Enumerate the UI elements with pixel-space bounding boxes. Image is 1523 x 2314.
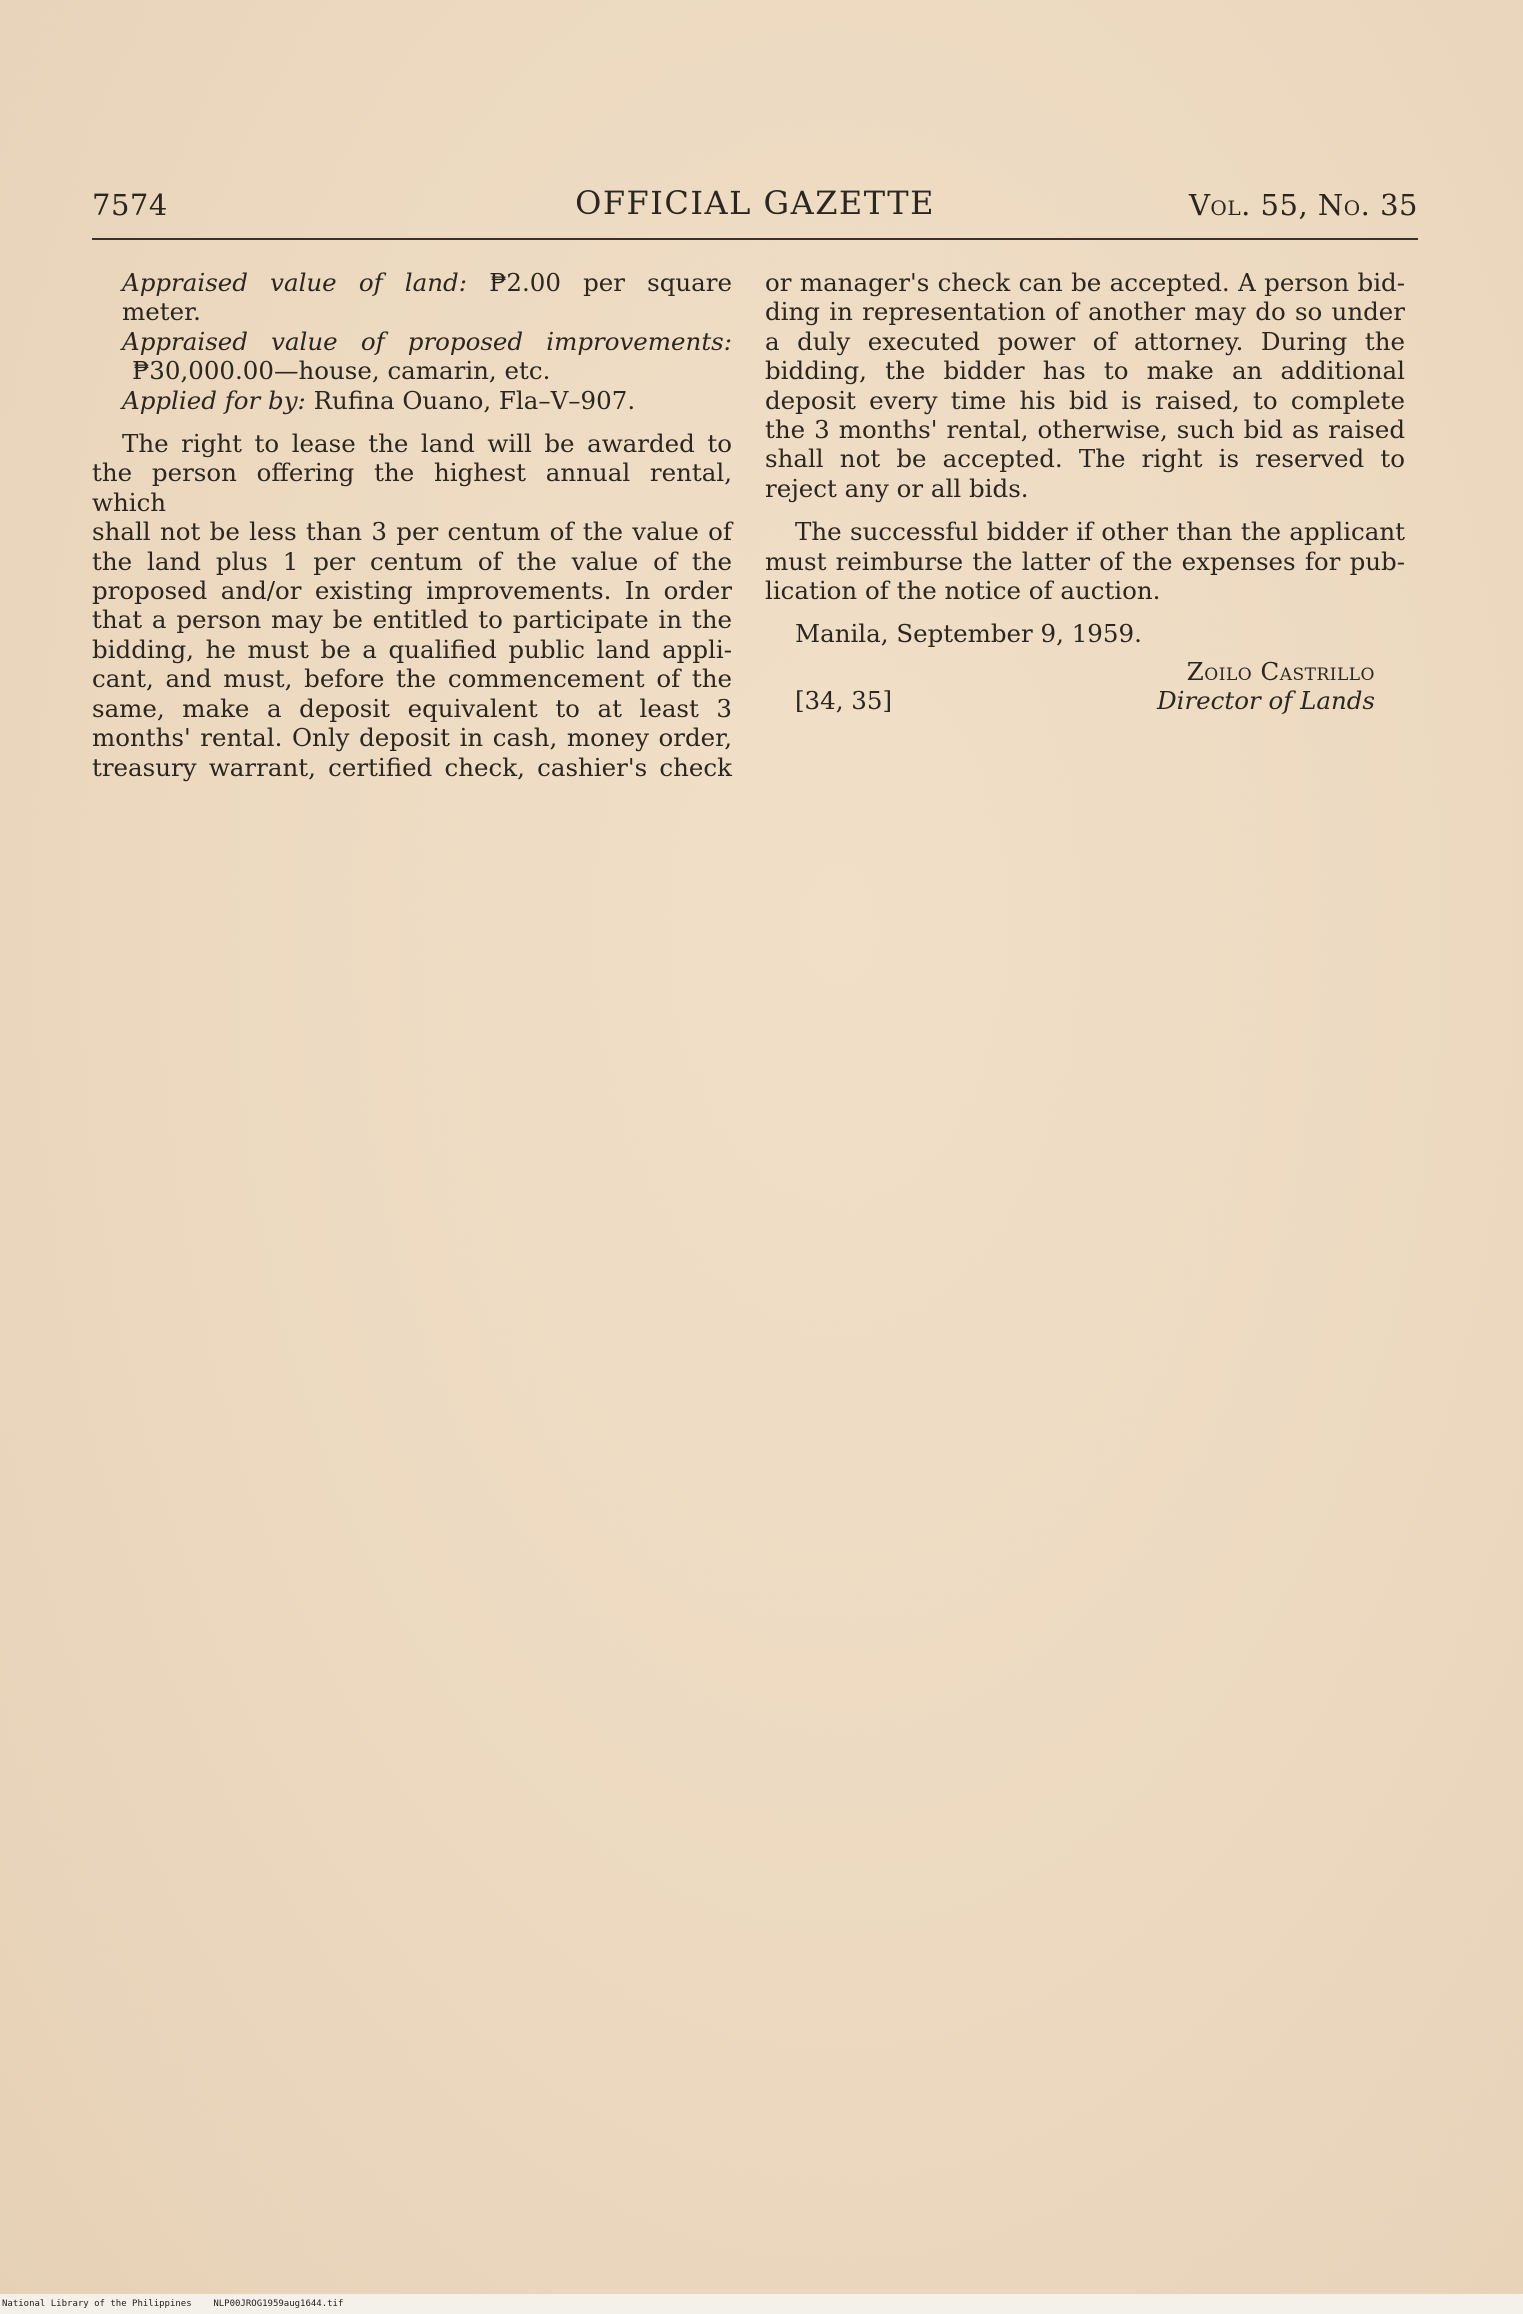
footer-library: National Library of the Philippines — [2, 2299, 192, 2309]
issue-references: [34, 35] — [795, 686, 893, 716]
text-line: months' rental. Only deposit in cash, money order, — [92, 723, 732, 753]
signatory-title: Director of Lands — [1156, 686, 1375, 716]
appraised-improvements-value: ₱30,000.00—house, camarin, etc. — [132, 356, 551, 386]
signatory-name: Zoilo Castrillo — [1186, 656, 1375, 686]
reimbursement-paragraph — [765, 517, 1405, 605]
bidding-paragraph-continued — [765, 268, 1405, 503]
text-line: bidding, he must be a qualified public land appli- — [92, 634, 732, 664]
appraised-land-value: ₱2.00 per square meter. — [122, 268, 732, 327]
appraised-improvements-label: Appraised value of proposed improvements: — [122, 326, 732, 356]
text-line: the person offering the highest annual rental, which — [92, 458, 732, 517]
text-line: treasury warrant, certified check, cashier's check — [92, 752, 732, 782]
applied-for-label: Applied for by: — [122, 385, 306, 415]
applied-for-line — [92, 386, 732, 415]
text-line: ding in representation of another may do so under — [765, 297, 1405, 327]
left-column — [92, 268, 732, 782]
signature-row — [765, 686, 1405, 716]
text-line: deposit every time his bid is raised, to complete — [765, 385, 1405, 415]
text-line: same, make a deposit equivalent to at least 3 — [92, 693, 732, 723]
scan-footer — [0, 2294, 1523, 2314]
appraised-land-line — [92, 268, 732, 327]
text-line: must reimburse the latter of the expenses for pub- — [765, 546, 1405, 576]
text-line: reject any or all bids. — [765, 473, 1029, 503]
text-line: proposed and/or existing improvements. In order — [92, 576, 732, 606]
text-line: the land plus 1 per centum of the value of the — [92, 546, 732, 576]
footer-file-id: NLP00JROG1959aug1644.tif — [213, 2299, 344, 2309]
lease-terms-paragraph — [92, 429, 732, 782]
volume-number: Vol. 55, No. 35 — [1188, 188, 1418, 222]
text-line: The successful bidder if other than the applicant — [795, 517, 1405, 547]
text-line: a duly executed power of attorney. During the — [765, 326, 1405, 356]
text-line: shall not be less than 3 per centum of the value of — [92, 517, 732, 547]
appraised-improvements-line — [92, 327, 732, 356]
page-number: 7574 — [92, 188, 168, 222]
header-rule — [92, 238, 1418, 240]
publication-title: OFFICIAL GAZETTE — [575, 184, 935, 222]
text-line: the 3 months' rental, otherwise, such bid as raised — [765, 415, 1405, 445]
right-column — [765, 268, 1405, 716]
text-line: lication of the notice of auction. — [765, 576, 1161, 606]
text-line: that a person may be entitled to participate in the — [92, 605, 732, 635]
place-and-date: Manila, September 9, 1959. — [795, 619, 1142, 649]
applied-for-value: Rufina Ouano, Fla–V–907. — [313, 385, 636, 415]
appraised-land-label: Appraised value of land: — [122, 268, 467, 297]
text-line: shall not be accepted. The right is reserved to — [765, 444, 1405, 474]
page-header — [92, 178, 1418, 228]
text-line: bidding, the bidder has to make an additional — [765, 356, 1405, 386]
text-line: or manager's check can be accepted. A person bid- — [765, 268, 1405, 297]
text-line: cant, and must, before the commencement of the — [92, 664, 732, 694]
text-line: The right to lease the land will be awarded to — [122, 429, 732, 459]
